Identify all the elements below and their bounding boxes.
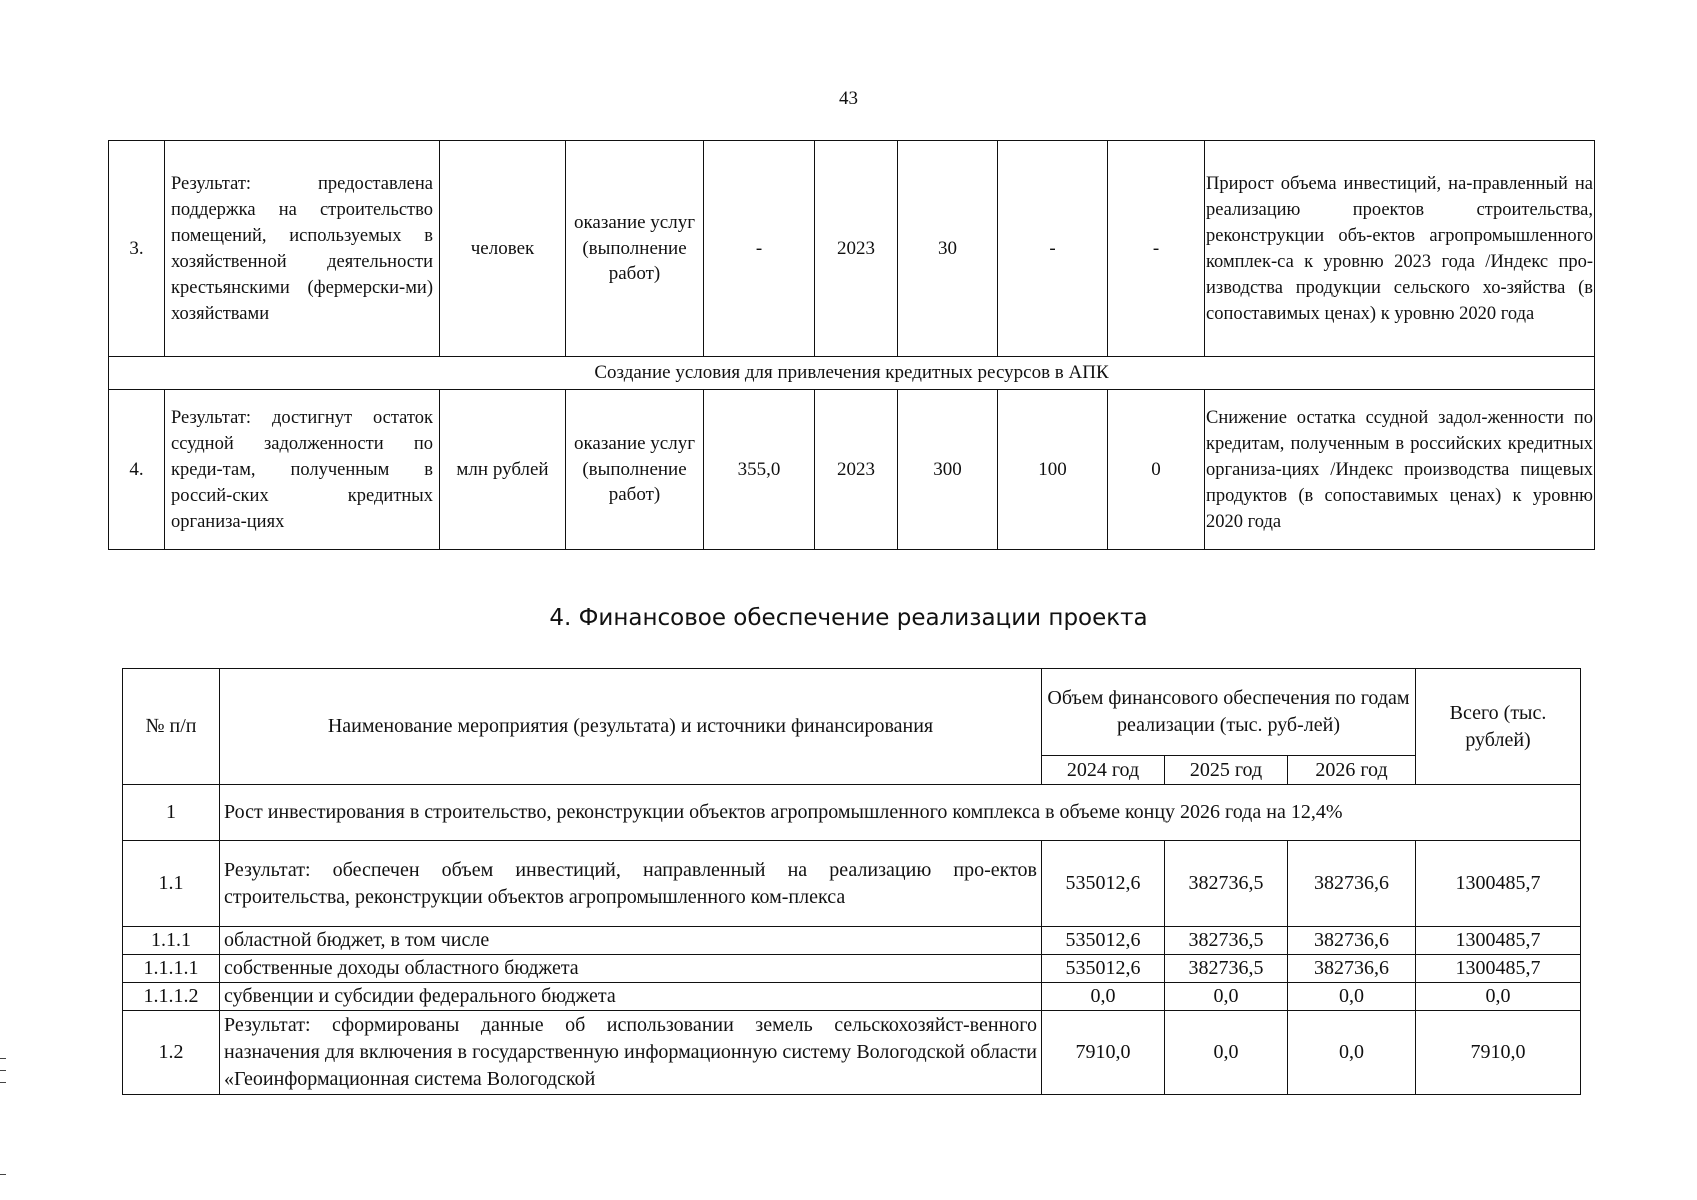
header-total: Всего (тыс. рублей) — [1416, 669, 1581, 785]
amount-total: 1300485,7 — [1416, 927, 1581, 955]
header-num: № п/п — [123, 669, 220, 785]
item-name: Результат: обеспечен объем инвестиций, направленный на реализацию про-ектов строительства, реконструкции объектов агропромышленного ком-плекса — [220, 841, 1042, 927]
base-value-cell: 355,0 — [704, 390, 815, 550]
table-row — [123, 927, 1581, 955]
section-heading: 4. Финансовое обеспечение реализации проекта — [549, 605, 1148, 631]
base-year-cell: 2023 — [815, 141, 898, 357]
row-number: 1 — [123, 785, 220, 841]
item-name: собственные доходы областного бюджета — [220, 955, 1042, 983]
value-2026-cell: 0 — [1108, 390, 1205, 550]
amount-total: 1300485,7 — [1416, 955, 1581, 983]
table-row — [123, 983, 1581, 1011]
scan-margin-mark — [0, 1082, 6, 1083]
amount-total: 7910,0 — [1416, 1011, 1581, 1095]
page-number: 43 — [839, 88, 858, 109]
value-2024-cell: 300 — [898, 390, 998, 550]
amount-2026: 382736,6 — [1288, 927, 1416, 955]
section-row — [109, 357, 1595, 390]
amount-2026: 382736,6 — [1288, 955, 1416, 983]
row-number: 1.2 — [123, 1011, 220, 1095]
row-number: 1.1.1 — [123, 927, 220, 955]
row-number: 3. — [109, 141, 165, 357]
goal-name: Рост инвестирования в строительство, реконструкции объектов агропромышленного комплекса в объеме концу 2026 года на 12,4% — [220, 785, 1581, 841]
item-name: областной бюджет, в том числе — [220, 927, 1042, 955]
header-name: Наименование мероприятия (результата) и источники финансирования — [220, 669, 1042, 785]
table-row — [123, 785, 1581, 841]
indicator-note: Снижение остатка ссудной задол-женности по кредитам, полученным в российских кредитных организа-циях /Индекс производства пищевых продуктов (в сопоставимых ценах) к уровню 2020 года — [1205, 390, 1595, 550]
table-row — [123, 955, 1581, 983]
scan-margin-mark — [0, 1070, 6, 1071]
row-number: 1.1 — [123, 841, 220, 927]
row-number: 1.1.1.2 — [123, 983, 220, 1011]
amount-2024: 535012,6 — [1042, 841, 1165, 927]
table-row — [123, 841, 1581, 927]
scan-margin-mark — [0, 1058, 6, 1059]
type-cell: оказание услуг (выполнение работ) — [566, 141, 704, 357]
section-title: Создание условия для привлечения кредитных ресурсов в АПК — [109, 357, 1595, 390]
base-value-cell: - — [704, 141, 815, 357]
header-year-2025: 2025 год — [1165, 756, 1288, 785]
amount-2024: 0,0 — [1042, 983, 1165, 1011]
amount-2025: 0,0 — [1165, 983, 1288, 1011]
finance-table — [122, 668, 1581, 1095]
amount-2025: 382736,5 — [1165, 841, 1288, 927]
amount-2026: 0,0 — [1288, 1011, 1416, 1095]
amount-2024: 7910,0 — [1042, 1011, 1165, 1095]
table-row — [109, 141, 1595, 357]
row-number: 4. — [109, 390, 165, 550]
results-table — [108, 140, 1595, 550]
value-2026-cell: - — [1108, 141, 1205, 357]
header-year-2026: 2026 год — [1288, 756, 1416, 785]
row-number: 1.1.1.1 — [123, 955, 220, 983]
result-description: Результат: предоставлена поддержка на строительство помещений, используемых в хозяйственной деятельности крестьянскими (фермерски-ми) хозяйствами — [165, 141, 440, 357]
item-name: Результат: сформированы данные об использовании земель сельскохозяйст-венного назначения для включения в государственную информационную систему Вологодской области «Геоинформационная система Вологодской — [220, 1011, 1042, 1095]
header-row — [123, 669, 1581, 756]
base-year-cell: 2023 — [815, 390, 898, 550]
table-row — [123, 1011, 1581, 1095]
result-description: Результат: достигнут остаток ссудной задолженности по креди-там, полученным в россий-ских кредитных организа-циях — [165, 390, 440, 550]
value-2024-cell: 30 — [898, 141, 998, 357]
unit-cell: млн рублей — [440, 390, 566, 550]
amount-2025: 382736,5 — [1165, 955, 1288, 983]
amount-total: 1300485,7 — [1416, 841, 1581, 927]
amount-2025: 0,0 — [1165, 1011, 1288, 1095]
amount-2024: 535012,6 — [1042, 955, 1165, 983]
amount-2026: 0,0 — [1288, 983, 1416, 1011]
header-volume: Объем финансового обеспечения по годам реализации (тыс. руб-лей) — [1042, 669, 1416, 756]
type-cell: оказание услуг (выполнение работ) — [566, 390, 704, 550]
scan-margin-mark — [0, 1174, 6, 1175]
amount-2024: 535012,6 — [1042, 927, 1165, 955]
amount-2026: 382736,6 — [1288, 841, 1416, 927]
table-row — [109, 390, 1595, 550]
unit-cell: человек — [440, 141, 566, 357]
indicator-note: Прирост объема инвестиций, на-правленный на реализацию проектов строительства, реконструкции объ-ектов агропромышленного комплек-са к уровню 2023 года /Индекс про-изводства продукции сельского хо-зяйства (в сопоставимых ценах) к уровню 2020 года — [1205, 141, 1595, 357]
value-2025-cell: - — [998, 141, 1108, 357]
amount-total: 0,0 — [1416, 983, 1581, 1011]
amount-2025: 382736,5 — [1165, 927, 1288, 955]
value-2025-cell: 100 — [998, 390, 1108, 550]
header-year-2024: 2024 год — [1042, 756, 1165, 785]
item-name: субвенции и субсидии федерального бюджета — [220, 983, 1042, 1011]
